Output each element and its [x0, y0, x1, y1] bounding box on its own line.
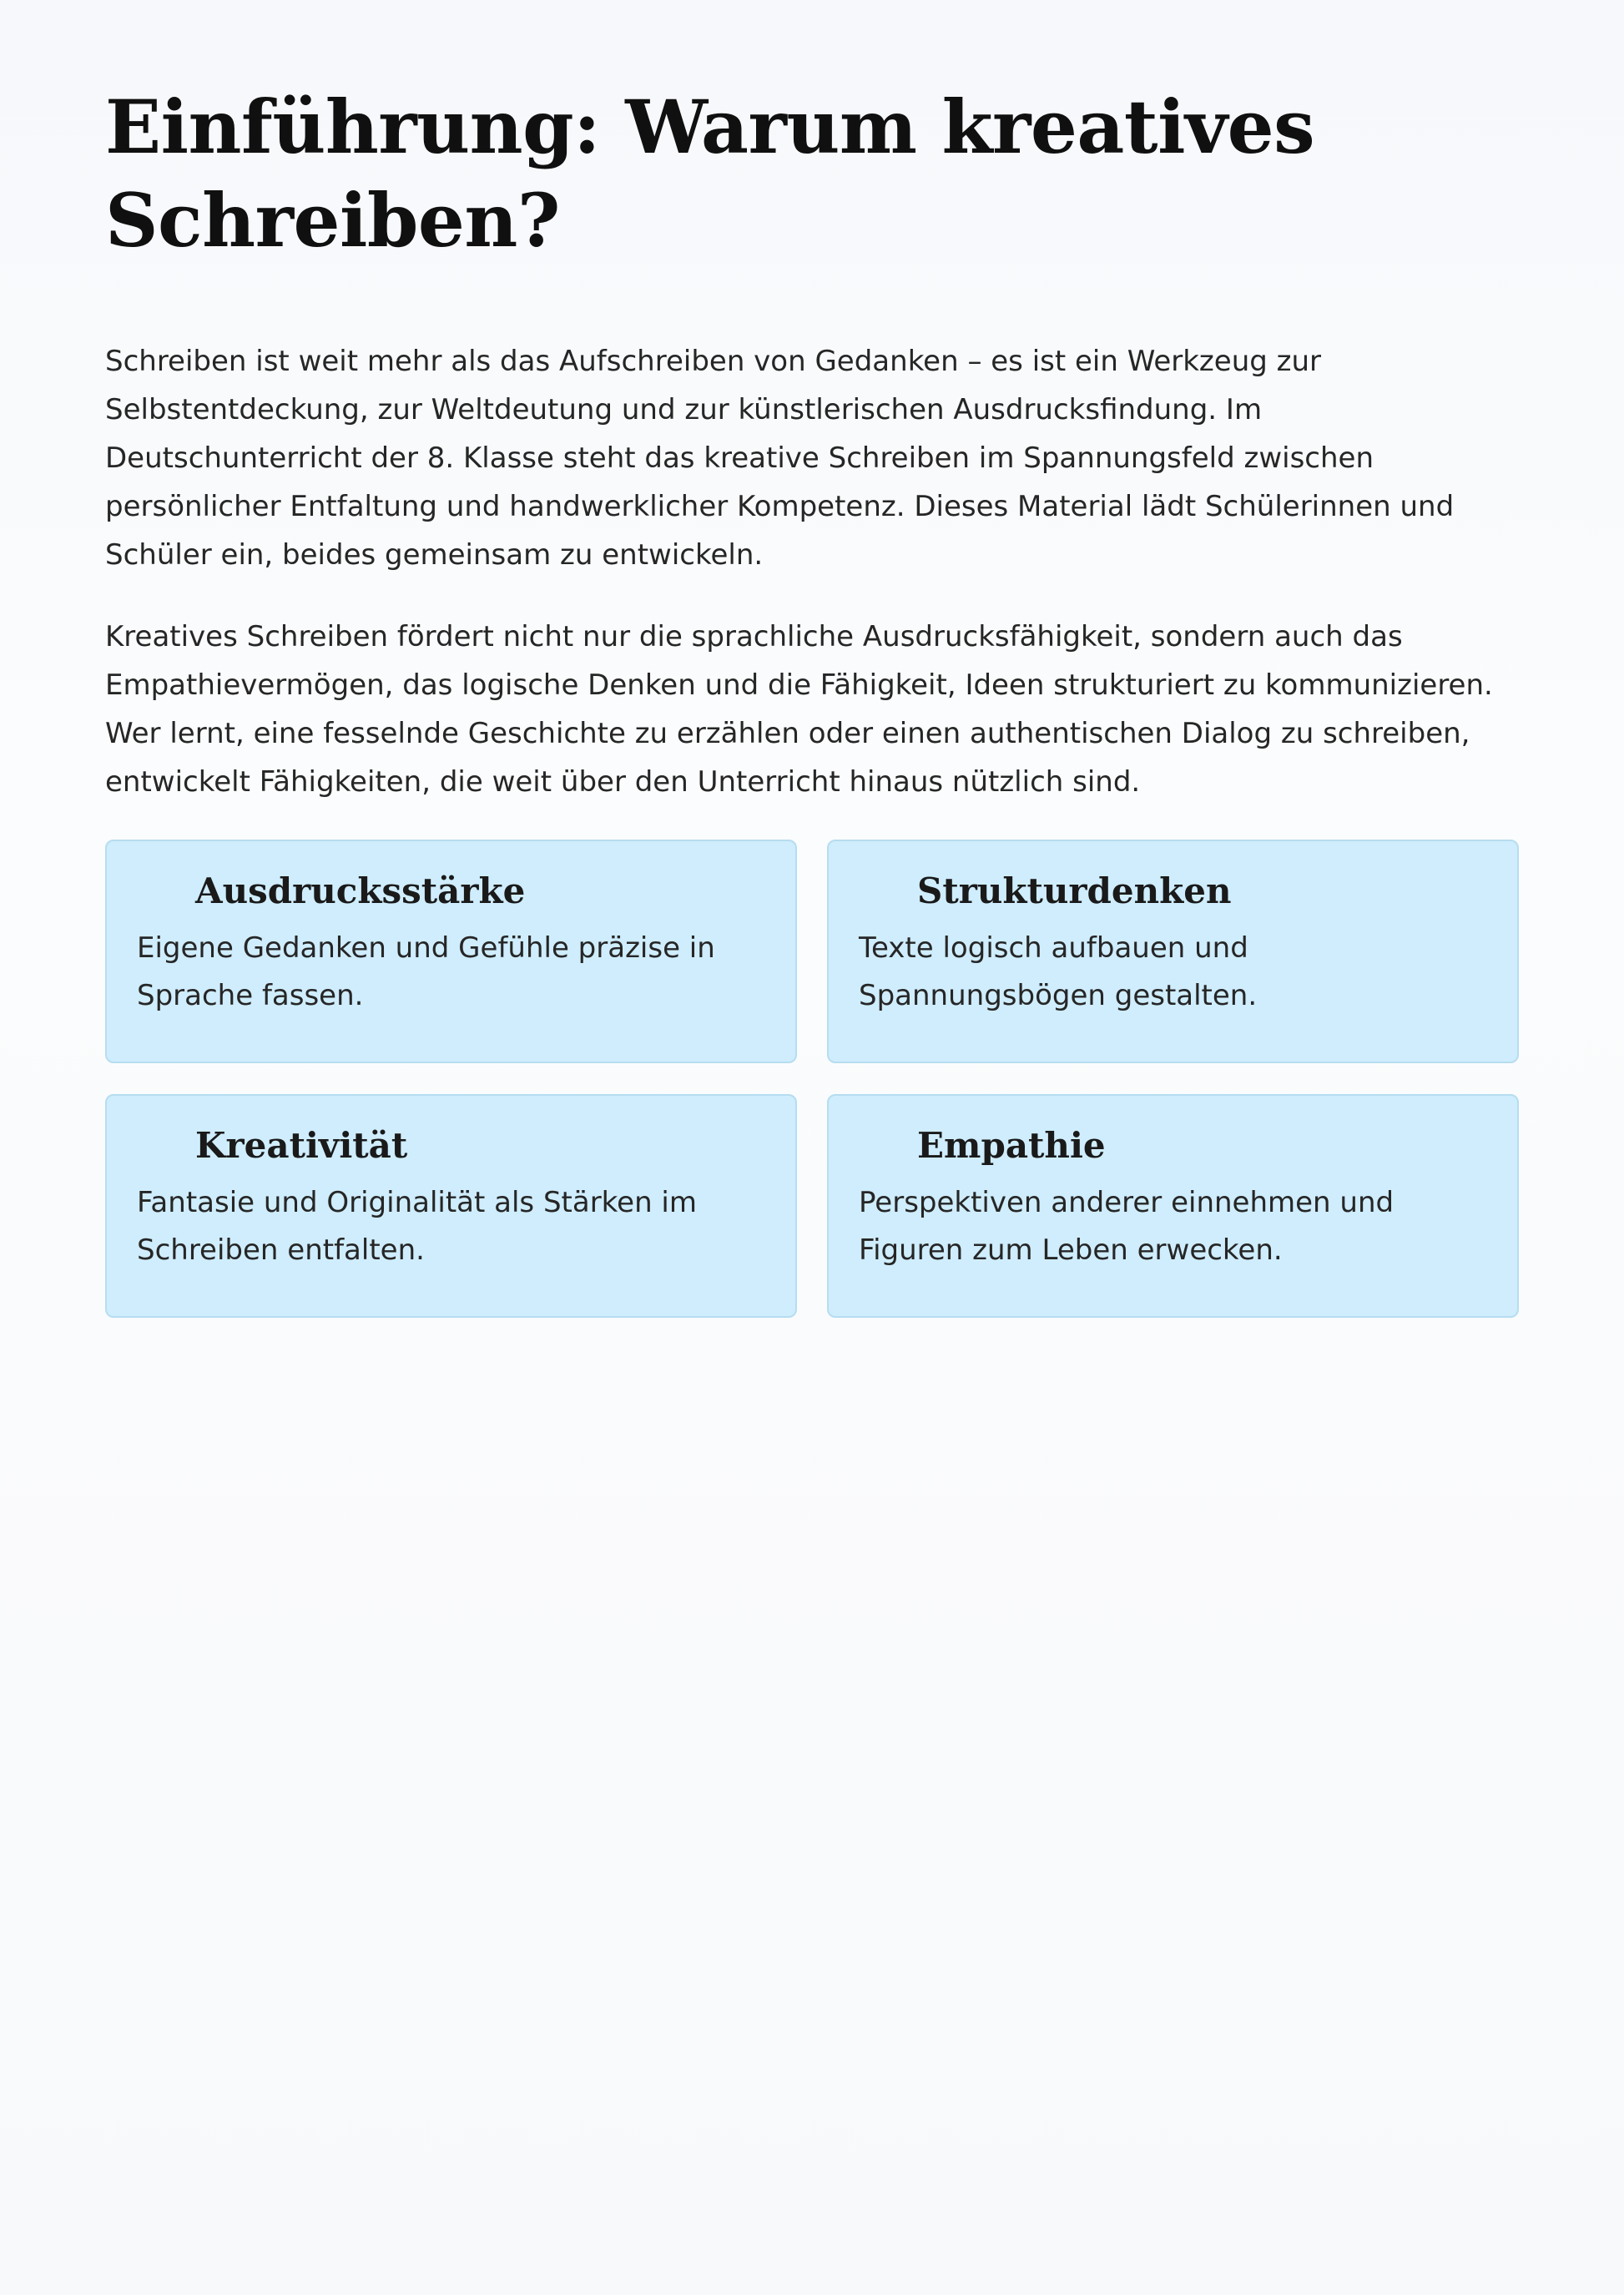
card-text: Eigene Gedanken und Gefühle präzise in Sprache fassen.	[137, 931, 715, 1012]
card-strukturdenken	[827, 840, 1519, 1063]
card-ausdrucksstaerke	[105, 840, 797, 1063]
card-kreativitaet	[105, 1094, 797, 1318]
card-text: Fantasie und Originalität als Stärken im Schreiben entfalten.	[137, 1186, 698, 1267]
card-text: Perspektiven anderer einnehmen und Figuren zum Leben erwecken.	[859, 1186, 1395, 1267]
page-title: Einführung: Warum kreatives Schreiben?	[105, 83, 1315, 264]
card-title: Strukturdenken	[917, 870, 1232, 911]
card-text: Texte logisch aufbauen und Spannungsbögen gestalten.	[859, 931, 1258, 1012]
card-title: Empathie	[917, 1125, 1106, 1166]
card-title: Kreativität	[195, 1125, 408, 1166]
card-empathie	[827, 1094, 1519, 1318]
intro-paragraph: Kreatives Schreiben fördert nicht nur die sprachliche Ausdrucksfähigkeit, sondern auch das Empathievermögen, das logische Denken und die Fähigkeit, Ideen strukturiert zu kommunizieren. Wer lernt, eine fesselnde Geschichte zu erzählen oder einen authentischen Dialog zu schreiben, entwickelt Fähigkeiten, die weit über den Unterricht hinaus nützlich sind.	[105, 620, 1493, 799]
benefit-cards	[105, 840, 1519, 1318]
intro-text	[105, 337, 1519, 806]
intro-paragraph: Schreiben ist weit mehr als das Aufschreiben von Gedanken – es ist ein Werkzeug zur Selbstentdeckung, zur Weltdeutung und zur künstlerischen Ausdrucksfindung. Im Deutschunterricht der 8. Klasse steht das kreative Schreiben im Spannungsfeld zwischen persönlicher Entfaltung und handwerklicher Kompetenz. Dieses Material lädt Schülerinnen und Schüler ein, beides gemeinsam zu entwickeln.	[105, 345, 1455, 572]
card-title: Ausdrucksstärke	[195, 870, 526, 911]
